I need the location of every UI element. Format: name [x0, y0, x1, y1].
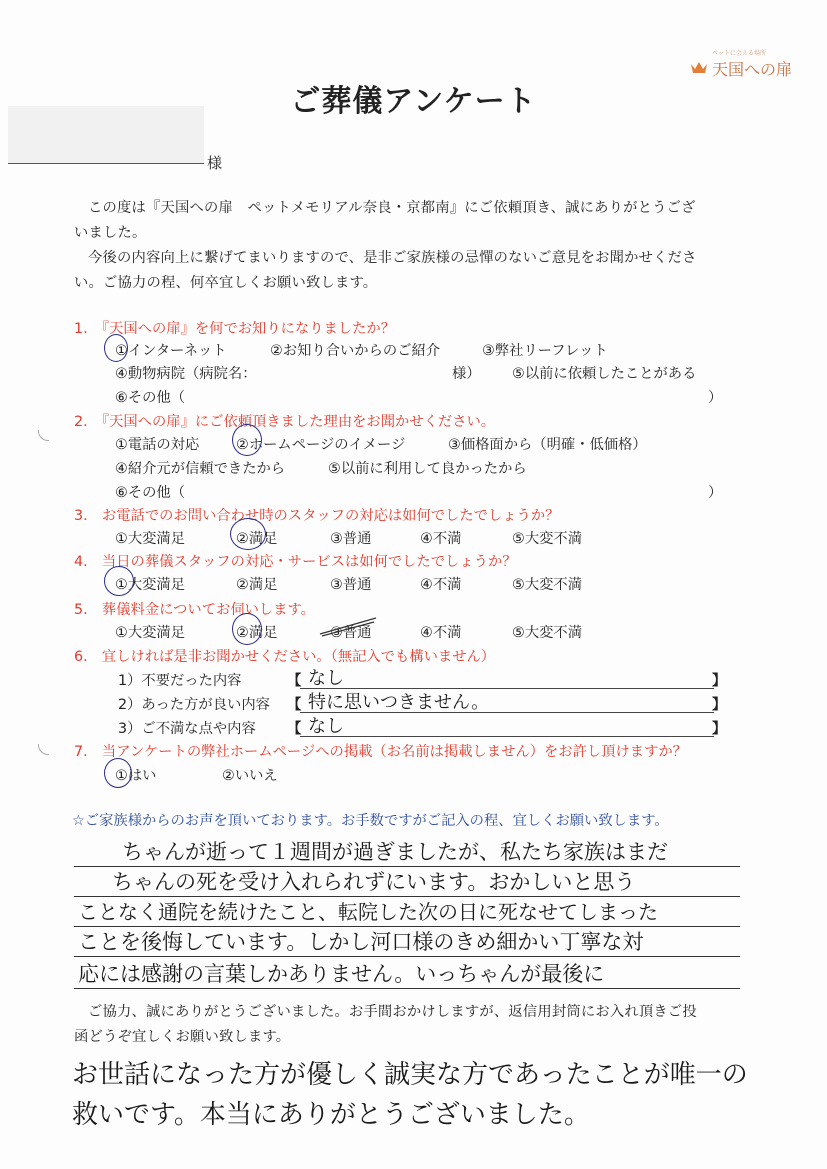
q2-other-close: ） — [708, 485, 723, 501]
logo-tagline: ペットに会える場所 — [712, 50, 767, 57]
question-3: 3. お電話でのお問い合わせ時のスタッフの対応は如何でしたでしょうか？ — [74, 508, 560, 524]
voices-handwritten-line[interactable]: ことを後悔しています。しかし河口様のきめ細かい丁寧な対 — [78, 930, 644, 954]
q6-answer-unneeded[interactable]: なし — [308, 668, 344, 689]
margin-mark — [38, 744, 49, 755]
voices-handwritten-line[interactable]: ことなく通院を続けたこと、転院した次の日に死なせてしまった — [78, 900, 658, 924]
postscript-handwritten-line: 救いです。本当にありがとうございました。 — [72, 1100, 590, 1130]
q5-option-satisfied[interactable]: ②満足 — [236, 625, 278, 641]
q7-option-yes[interactable]: ①はい — [115, 768, 157, 784]
intro-line: いました。 — [74, 225, 147, 241]
q6-answer-underline — [300, 712, 714, 713]
q2-option-homepage[interactable]: ②ホームページのイメージ — [236, 437, 406, 453]
q3-option-satisfied[interactable]: ②満足 — [236, 531, 278, 547]
q6-answer-wanted[interactable]: 特に思いつきません。 — [308, 692, 490, 713]
q3-option-neutral[interactable]: ③普通 — [330, 531, 372, 547]
q1-selected-circle — [104, 334, 128, 362]
voices-handwritten-line[interactable]: ちゃんが逝って１週間が過ぎましたが、私たち家族はまだ — [122, 840, 668, 864]
question-7: 7. 当アンケートの弊社ホームページへの掲載（お名前は掲載しません）をお許し頂けますか？ — [74, 744, 687, 760]
q7-selected-circle — [104, 758, 132, 788]
closing-line: 函どうぞ宜しくお願い致します。 — [74, 1029, 291, 1045]
voices-handwritten-line[interactable]: 応には感謝の言葉しかありません。いっちゃんが最後に — [78, 962, 605, 986]
q1-option-vet[interactable]: ④動物病院（病院名： — [115, 366, 257, 382]
margin-mark — [38, 430, 49, 441]
q1-option-acquaintance[interactable]: ②お知り合いからのご紹介 — [270, 343, 441, 359]
closing-line: ご協力、誠にありがとうございました。お手間おかけしますが、返信用封筒にお入れ頂きご投 — [88, 1004, 697, 1020]
question-4: 4. 当日の葬儀スタッフの対応・サービスは如何でしたでしょうか？ — [74, 554, 517, 570]
writing-line — [74, 988, 740, 989]
question-1: 1. 『天国への扉』を何でお知りになりましたか？ — [74, 321, 396, 337]
q5-option-very-satisfied[interactable]: ①大変満足 — [115, 625, 186, 641]
q4-option-very-dissatisfied[interactable]: ⑤大変不満 — [512, 577, 583, 593]
q3-selected-circle — [230, 518, 266, 550]
q5-option-very-dissatisfied[interactable]: ⑤大変不満 — [512, 625, 583, 641]
recipient-honorific: 様 — [207, 154, 223, 172]
q6-bracket-open: 【 — [287, 673, 302, 689]
q3-option-very-satisfied[interactable]: ①大変満足 — [115, 531, 186, 547]
q4-option-satisfied[interactable]: ②満足 — [236, 577, 278, 593]
recipient-name-redacted — [8, 106, 204, 164]
q2-option-price[interactable]: ③価格面から（明確・低価格） — [448, 437, 647, 453]
q6-bracket-open: 【 — [287, 697, 302, 713]
page-title: ご葬儀アンケート — [290, 84, 537, 119]
q1-vet-suffix: 様） — [452, 366, 481, 382]
q5-option-neutral[interactable]: ③普通 — [330, 625, 372, 641]
q1-option-internet[interactable]: ①インターネット — [115, 343, 227, 359]
q3-option-very-dissatisfied[interactable]: ⑤大変不満 — [512, 531, 583, 547]
q5-option-dissatisfied[interactable]: ④不満 — [420, 625, 462, 641]
logo-crown-icon — [690, 60, 708, 74]
question-6: 6. 宜しければ是非お聞かせください。（無記入でも構いません） — [74, 649, 496, 665]
q6-bracket-close: 】 — [712, 697, 727, 713]
writing-line — [74, 956, 740, 957]
q6-item-label: 2）あった方が良い内容 — [118, 697, 270, 713]
q6-answer-complaints[interactable]: なし — [308, 716, 344, 737]
logo-name: 天国への扉 — [712, 60, 793, 79]
q4-option-dissatisfied[interactable]: ④不満 — [420, 577, 462, 593]
q6-item-label: 3）ご不満な点や内容 — [118, 721, 256, 737]
q7-option-no[interactable]: ②いいえ — [222, 768, 278, 784]
intro-line: 今後の内容向上に繋げてまいりますので、是非ご家族様の忌憚のないご意見をお聞かせくださ — [88, 250, 697, 266]
question-2: 2. 『天国への扉』にご依頼頂きました理由をお聞かせください。 — [74, 414, 496, 430]
intro-line: この度は『天国への扉 ペットメモリアル奈良・京都南』にご依頼頂き、誠にありがとうござ — [88, 200, 696, 216]
question-5: 5. 葬儀料金についてお伺いします。 — [74, 602, 315, 618]
q5-strikethrough-mark — [318, 612, 380, 640]
q2-selected-circle — [232, 424, 262, 456]
q2-option-previous[interactable]: ⑤以前に利用して良かったから — [328, 461, 527, 477]
q6-item-label: 1）不要だった内容 — [118, 673, 242, 689]
q2-option-phone[interactable]: ①電話の対応 — [115, 437, 200, 453]
recipient-underline — [8, 163, 204, 164]
q3-option-dissatisfied[interactable]: ④不満 — [420, 531, 462, 547]
q1-option-leaflet[interactable]: ③弊社リーフレット — [482, 343, 608, 359]
voices-heading: ☆ご家族様からのお声を頂いております。お手数ですがご記入の程、宜しくお願い致します。 — [72, 813, 669, 829]
q4-option-neutral[interactable]: ③普通 — [330, 577, 372, 593]
postscript-handwritten-line: お世話になった方が優しく誠実な方であったことが唯一の — [72, 1060, 748, 1090]
q1-option-other[interactable]: ⑥その他（ — [115, 390, 186, 406]
q6-bracket-open: 【 — [287, 721, 302, 737]
intro-line: い。ご協力の程、何卒宜しくお願い致します。 — [74, 275, 378, 291]
q6-answer-underline — [300, 736, 714, 737]
q4-option-very-satisfied[interactable]: ①大変満足 — [115, 577, 186, 593]
voices-handwritten-line[interactable]: ちゃんの死を受け入れられずにいます。おかしいと思う — [112, 870, 636, 894]
q1-option-previous[interactable]: ⑤以前に依頼したことがある — [512, 366, 697, 382]
q6-bracket-close: 】 — [712, 721, 727, 737]
q6-bracket-close: 】 — [712, 673, 727, 689]
q2-option-other[interactable]: ⑥その他（ — [115, 485, 186, 501]
q2-option-referral[interactable]: ④紹介元が信頼できたから — [115, 461, 286, 477]
q5-selected-circle — [232, 613, 262, 645]
q4-selected-circle — [104, 566, 134, 596]
q1-other-close: ） — [708, 390, 723, 406]
